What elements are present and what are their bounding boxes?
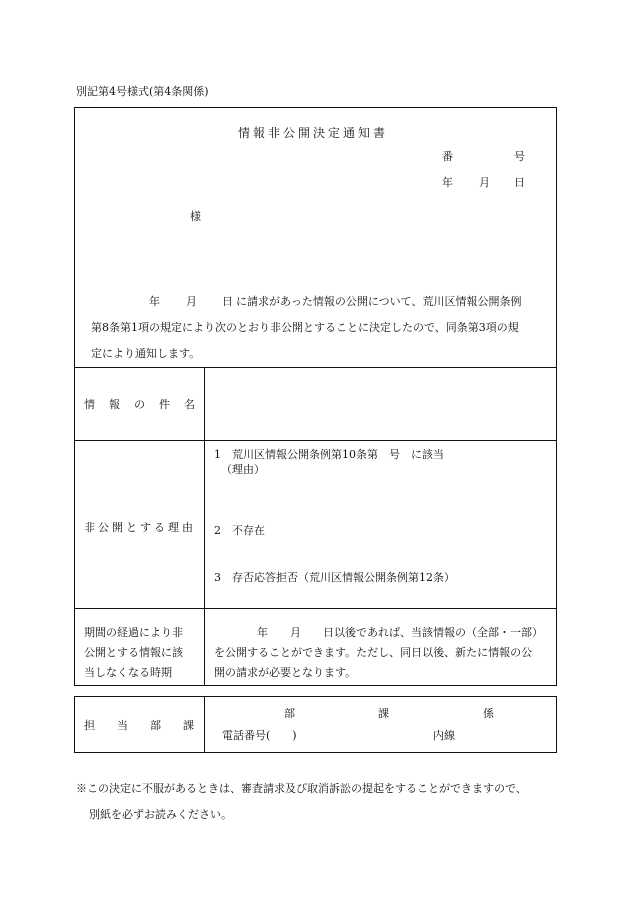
date-year: 年 <box>442 176 453 189</box>
reason-2: 2 不存在 <box>214 524 265 537</box>
reason-3: 3 存否応答拒否（荒川区情報公開条例第12条） <box>214 571 455 584</box>
body-date-day: 日 <box>222 295 233 308</box>
period-label-1: 期間の経過により非 <box>84 626 183 639</box>
document-title: 情報非公開決定通知書 <box>238 126 389 140</box>
reason-1: 1 荒川区情報公開条例第10条第 号 に該当 <box>214 448 444 461</box>
subject-label-chars: 情報の件名 <box>84 398 209 411</box>
period-label-2: 公開とする情報に該 <box>84 646 183 659</box>
period-text-2: を公開することができます。ただし、同日以後、新たに情報の公 <box>214 646 533 659</box>
body-line-2: 第8条第1項の規定により次のとおり非公開とすることに決定したので、同条第3項の規 <box>91 321 519 334</box>
body-line-3: 定により通知します。 <box>91 347 201 360</box>
period-text-1: 年 月 日以後であれば、当該情報の（全部・一部） <box>257 626 543 639</box>
divider <box>74 440 557 441</box>
divider <box>74 608 557 609</box>
footnote-line-2: 別紙を必ずお読みください。 <box>89 808 232 821</box>
number-label: 番 <box>442 150 453 163</box>
reason-1-sub: （理由） <box>221 463 265 476</box>
form-header: 別記第4号様式(第4条関係) <box>76 85 209 98</box>
date-month: 月 <box>479 176 490 189</box>
number-suffix: 号 <box>514 150 525 163</box>
period-label-3: 当しなくなる時期 <box>84 666 172 679</box>
divider <box>74 367 557 368</box>
subject-label-text <box>84 396 209 412</box>
addressee-suffix: 様 <box>190 210 201 223</box>
subject-label <box>84 396 209 412</box>
reason-label: 非公開とする理由 <box>84 521 196 534</box>
contact-phone: 電話番号( ) <box>222 729 297 742</box>
contact-ka: 課 <box>378 707 389 720</box>
column-divider <box>204 367 205 686</box>
contact-kakari: 係 <box>483 707 494 720</box>
body-line-1: に請求があった情報の公開について、荒川区情報公開条例 <box>236 295 522 308</box>
footnote-line-1: ※この決定に不服があるときは、審査請求及び取消訴訟の提起をすることができますので、 <box>76 782 527 795</box>
period-text-3: 開の請求が必要となります。 <box>214 666 357 679</box>
body-date-year: 年 <box>149 295 160 308</box>
date-day: 日 <box>514 176 525 189</box>
contact-bu: 部 <box>284 707 295 720</box>
body-date-month: 月 <box>186 295 197 308</box>
contact-label: 担当部課 <box>84 719 216 732</box>
contact-extension: 内線 <box>433 729 455 742</box>
